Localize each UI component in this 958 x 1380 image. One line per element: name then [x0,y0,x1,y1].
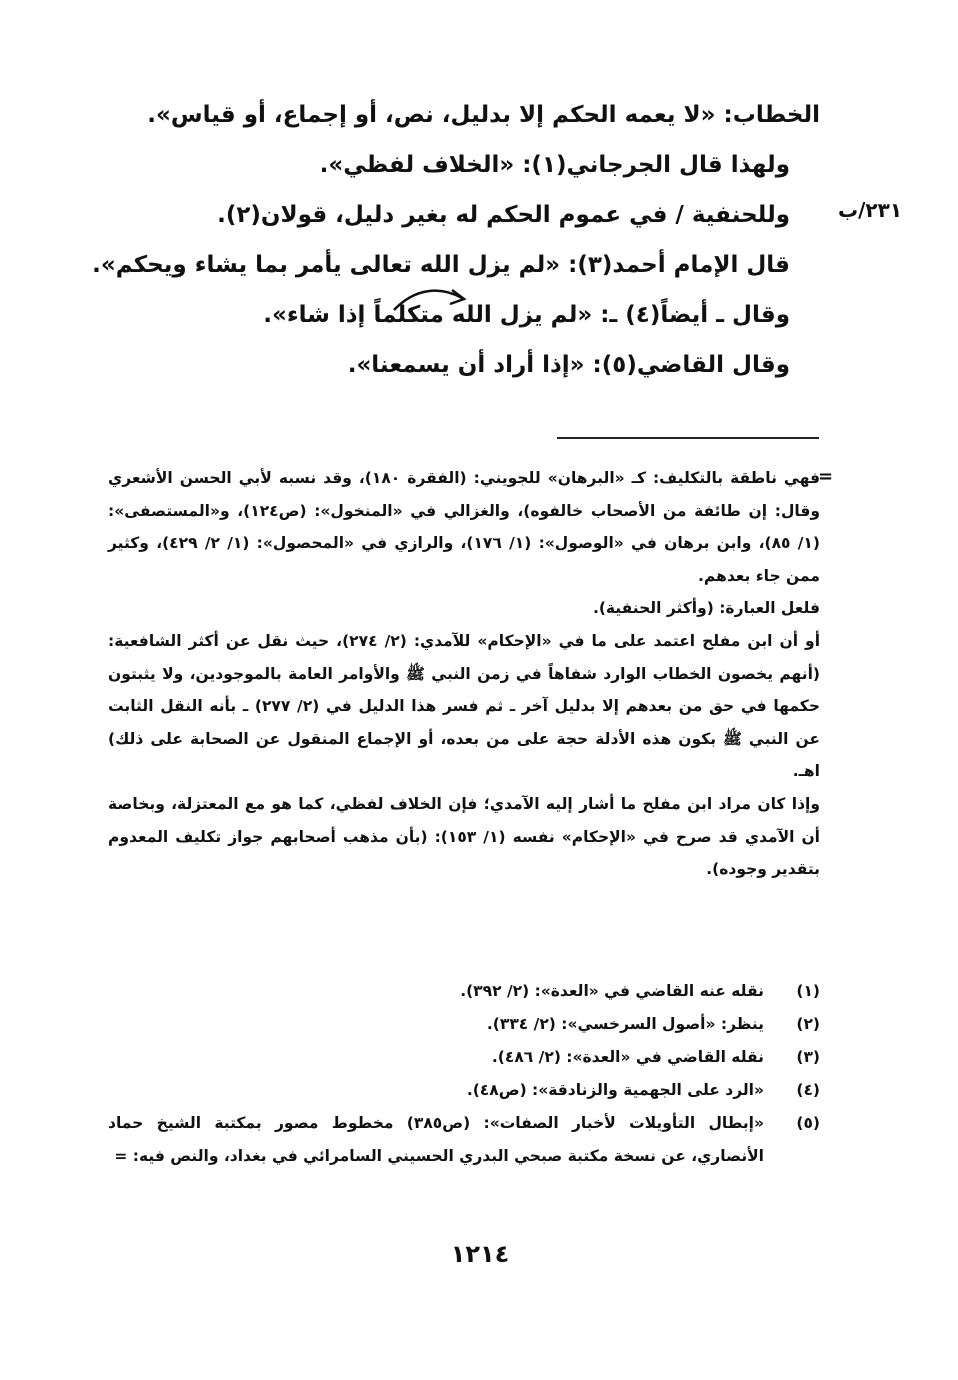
footnote-item [108,1041,820,1074]
main-line: وقال القاضي(٥): «إذا أراد أن يسمعنا». [347,352,790,378]
page-number: ١٢١٤ [450,1240,510,1268]
main-line: وللحنفية / في عموم الحكم له بغير دليل، قولان(٢). [217,202,790,228]
manuscript-folio-marker: ٢٣١/ب [838,198,903,222]
footnote-text: ينظر: «أصول السرخسي»: (٢/ ٣٣٤). [486,1015,764,1033]
footnote-separator [557,437,819,439]
footnote-number: (٣) [796,1048,820,1066]
main-text [92,90,820,390]
footnote-paragraph: فهي ناطقة بالتكليف: كـ «البرهان» للجويني: (الفقرة ١٨٠)، وقد نسبه لأبي الحسن الأشعري وقال: إن طائفة من الأصحاب خالفوه)، والغزالي في «المنخول»: (ص١٢٤)، و«المستصفى»: (١/ ٨٥)، وابن برهان في «الوصول»: (١/ ١٧٦)، والرازي في «المحصول»: (١/ ٢/ ٤٢٩)، وكثير ممن جاء بعدهم. [108,469,821,585]
footnote-text: نقله عنه القاضي في «العدة»: (٢/ ٣٩٢). [460,982,764,1000]
footnote-item [108,1008,820,1041]
footnote-paragraph: أو أن ابن مفلح اعتمد على ما في «الإحكام» للآمدي: (٢/ ٢٧٤)، حيث نقل عن أكثر الشافعية: (أنهم يخصون الخطاب الوارد شفاهاً في زمن النبي ﷺ والأوامر العامة بالموجودين، ولا يثبتون حكمها في حق من بعدهم إلا بدليل آخر ـ ثم فسر هذا الدليل في (٢/ ٢٧٧) ـ بأنه النقل الثابت عن النبي ﷺ بكون هذه الأدلة حجة على من بعده، أو الإجماع المنقول عن الصحابة على ذلك) اهـ. [108,631,821,781]
footnote-paragraph: فلعل العبارة: (وأكثر الحنفية). [592,599,820,618]
footnote-paragraph: وإذا كان مراد ابن مفلح ما أشار إليه الآمدي؛ فإن الخلاف لفظي، كما هو مع المعتزلة، وبخاصة أن الآمدي قد صرح في «الإحكام» نفسه (١/ ١٥٣): (بأن مذهب أصحابهم جواز تكليف المعدوم بتقدير وجوده). [108,794,820,879]
footnote-text: «الرد على الجهمية والزنادقة»: (ص٤٨). [466,1081,764,1099]
footnote-number: (٥) [796,1114,820,1132]
footnote-list [108,975,820,1173]
footnote-item [108,1107,820,1173]
main-line: وقال ـ أيضاً(٤) ـ: «لم يزل الله متكلماً إذا شاء». [263,302,790,328]
footnote-number: (٢) [796,1015,820,1033]
footnote-item [108,975,820,1008]
main-line: قال الإمام أحمد(٣): «لم يزل الله تعالى يأمر بما يشاء ويحكم». [92,252,790,278]
footnote-item [108,1074,820,1107]
footnote-continuation [108,462,820,886]
main-line: ولهذا قال الجرجاني(١): «الخلاف لفظي». [319,152,790,178]
handwritten-arrow-icon [390,280,480,320]
main-line: الخطاب: «لا يعمه الحكم إلا بدليل، نص، أو إجماع، أو قياس». [147,102,820,128]
footnote-text: نقله القاضي في «العدة»: (٢/ ٤٨٦). [491,1048,764,1066]
footnote-text: «إبطال التأويلات لأخبار الصفات»: (ص٣٨٥) مخطوط مصور بمكتبة الشيخ حماد الأنصاري، عن نسخة مكتبة صبحي البدري الحسيني السامرائي في بغداد، والنص فيه: = [108,1114,764,1165]
footnote-number: (١) [796,982,820,1000]
footnote-number: (٤) [796,1081,820,1099]
continuation-mark: = [818,466,834,487]
